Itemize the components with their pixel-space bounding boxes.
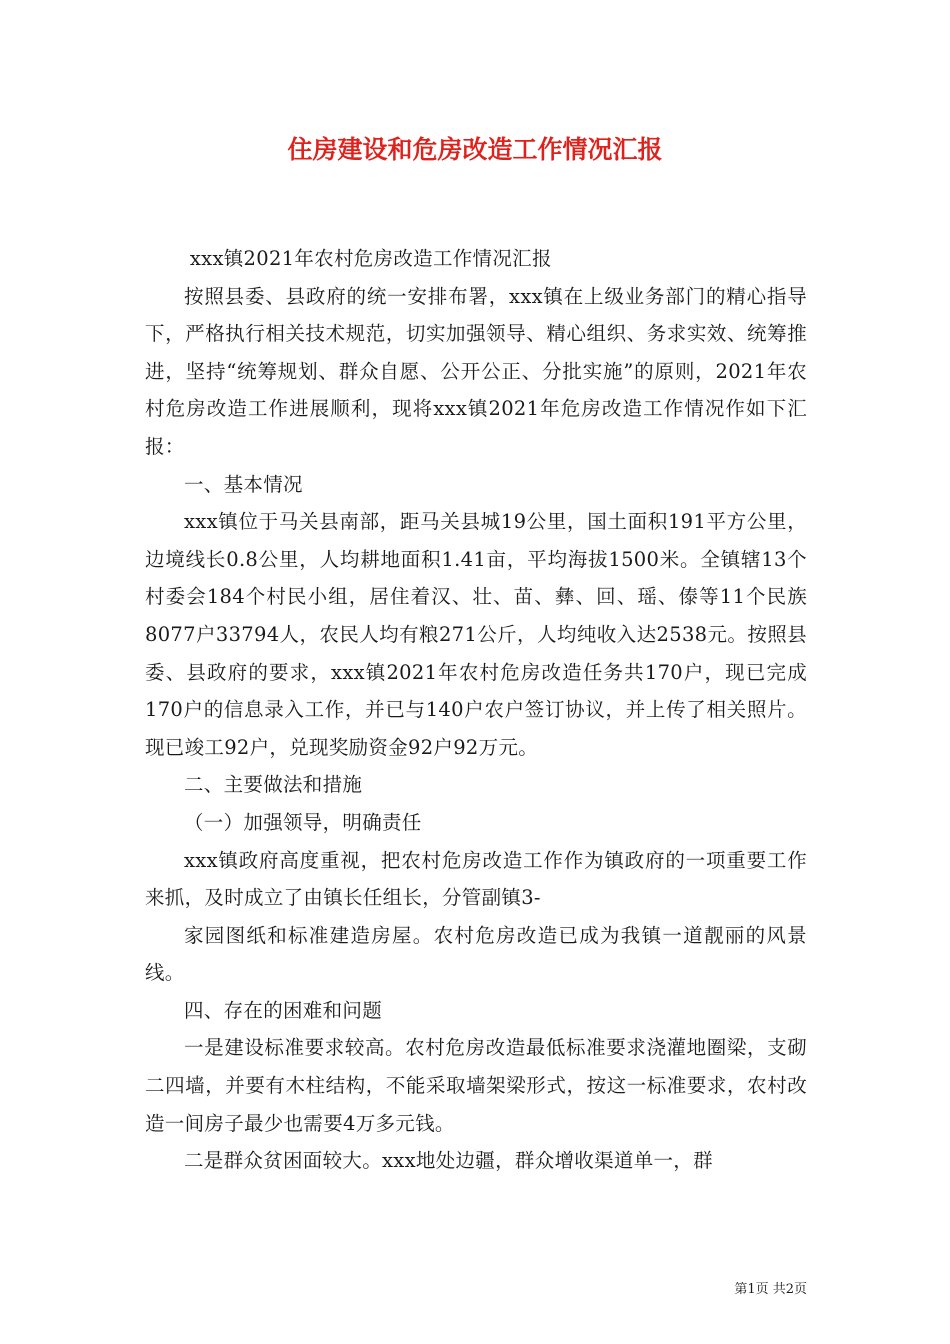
section-heading-difficulties: 四、存在的困难和问题 — [184, 998, 383, 1022]
document-title: 住房建设和危房改造工作情况汇报 — [287, 135, 663, 164]
basic-situation-paragraph: xxx镇位于马关县南部，距马关县城19公里，国土面积191平方公里，边境线长0.8公里，人均耕地面积1.41亩，平均海拔1500米。全镇辖13个村委会184个村民小组，居住着汉、壮、苗、彝、回、瑶、傣等11个民族8077户33794人，农民人均有粮271公斤，人均纯收入达2538元。按照县委、县政府的要求，xxx镇2021年农村危房改造任务共170户，现已完成170户的信息录入工作，并已与140户农户签订协议，并上传了相关照片。现已竣工92户，兑现奖励资金92户92万元。 — [145, 510, 807, 759]
section-heading-measures: 二、主要做法和措施 — [184, 773, 363, 797]
difficulty-paragraph-2: 二是群众贫困面较大。xxx地处边疆，群众增收渠道单一，群 — [184, 1149, 713, 1173]
continuation-paragraph: 家园图纸和标准建造房屋。农村危房改造已成为我镇一道靓丽的风景线。 — [145, 923, 807, 985]
difficulty-paragraph-1: 一是建设标准要求较高。农村危房改造最低标准要求浇灌地圈梁，支砌二四墙，并要有木柱结构，不能采取墙架梁形式，按这一标准要求，农村改造一间房子最少也需要4万多元钱。 — [145, 1036, 807, 1135]
document-body — [145, 240, 807, 1180]
page-number-footer: 第1页 共2页 — [734, 1282, 807, 1297]
section-heading-basic-situation: 一、基本情况 — [184, 472, 303, 496]
intro-paragraph: 按照县委、县政府的统一安排布署，xxx镇在上级业务部门的精心指导下，严格执行相关技术规范，切实加强领导、精心组织、务求实效、统筹推进，坚持“统筹规划、群众自愿、公开公正、分批实施”的原则，2021年农村危房改造工作进展顺利，现将xxx镇2021年危房改造工作情况作如下汇报： — [145, 284, 807, 458]
report-subtitle: xxx镇2021年农村危房改造工作情况汇报 — [189, 247, 552, 270]
leadership-paragraph: xxx镇政府高度重视，把农村危房改造工作作为镇政府的一项重要工作来抓，及时成立了由镇长任组长，分管副镇3- — [145, 848, 807, 910]
subsection-heading-leadership: （一）加强领导，明确责任 — [184, 810, 422, 834]
